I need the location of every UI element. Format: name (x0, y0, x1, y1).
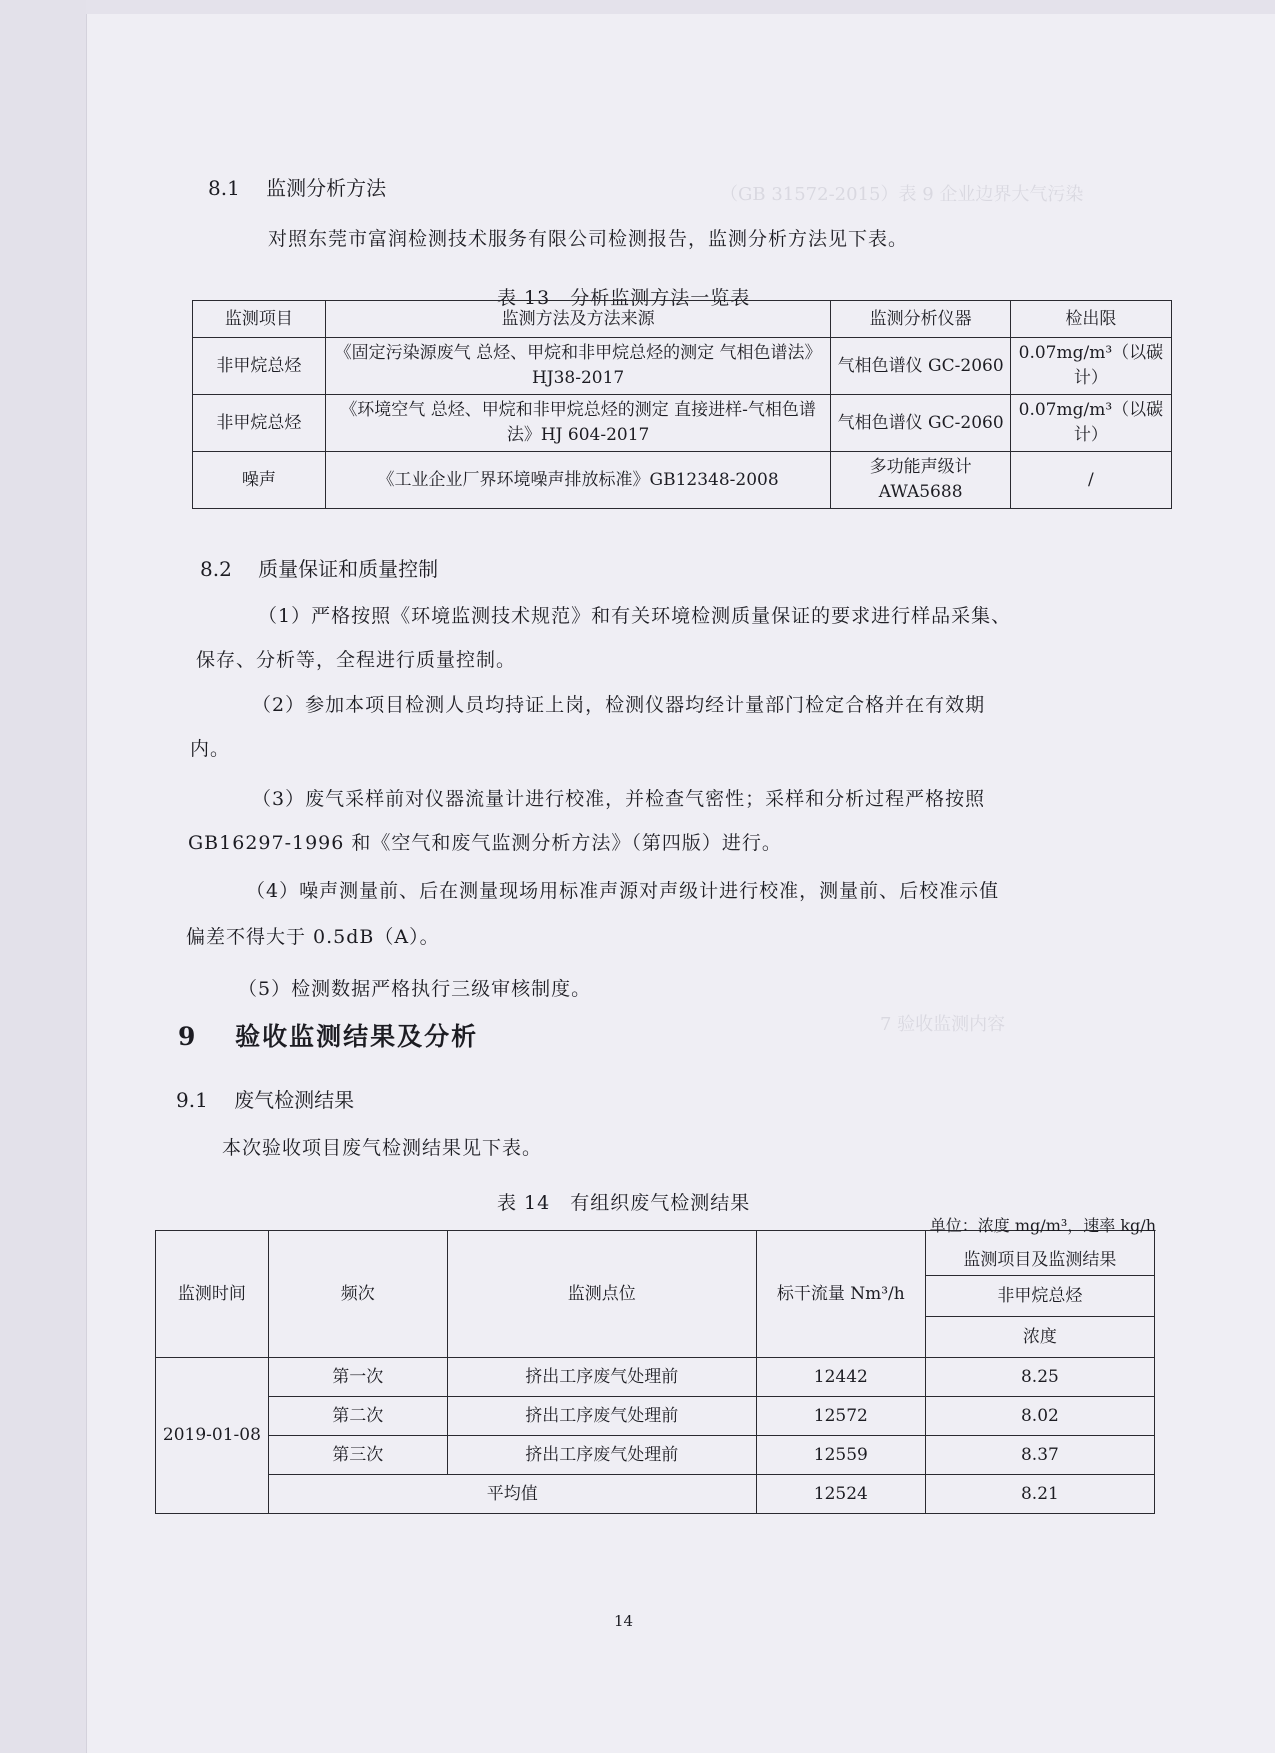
cell-item: 非甲烷总烃 (193, 338, 326, 395)
top-edge (86, 0, 1275, 14)
cell-flow: 12524 (756, 1475, 925, 1514)
section-number: 9.1 (176, 1088, 208, 1112)
cell-point: 挤出工序废气处理前 (447, 1358, 756, 1397)
page-number: 14 (614, 1612, 634, 1630)
table-13-caption: 表 13 分析监测方法一览表 (497, 287, 751, 309)
qc-line: GB16297-1996 和《空气和废气监测分析方法》（第四版）进行。 (188, 832, 782, 854)
cell-method: 《工业企业厂界环境噪声排放标准》GB12348-2008 (325, 452, 831, 509)
cell-flow: 12442 (756, 1358, 925, 1397)
table-row (156, 1436, 1155, 1475)
table-row (193, 395, 1172, 452)
section-9-1-heading (176, 1084, 354, 1113)
table-row (193, 338, 1172, 395)
qc-line: 保存、分析等，全程进行质量控制。 (196, 649, 517, 671)
table-row (156, 1358, 1155, 1397)
section-number: 8.2 (200, 557, 232, 581)
table-13 (192, 300, 1172, 509)
cell-instrument: 多功能声级计 AWA5688 (831, 452, 1010, 509)
table-header-row (193, 301, 1172, 338)
cell-flow: 12559 (756, 1436, 925, 1475)
cell-concentration: 8.21 (925, 1475, 1154, 1514)
paragraph-results: 本次验收项目废气检测结果见下表。 (222, 1137, 543, 1159)
cell-method: 《环境空气 总烃、甲烷和非甲烷总烃的测定 直接进样-气相色谱法》HJ 604-2017 (325, 395, 831, 452)
table-14-caption: 表 14 有组织废气检测结果 (497, 1192, 751, 1214)
cell-item: 噪声 (193, 452, 326, 509)
unit-note: 单位：浓度 mg/m³，速率 kg/h (929, 1216, 1156, 1235)
qc-line: （1）严格按照《环境监测技术规范》和有关环境检测质量保证的要求进行样品采集、 (258, 605, 1012, 627)
header-concentration: 浓度 (925, 1317, 1154, 1358)
cell-concentration: 8.37 (925, 1436, 1154, 1475)
section-title: 监测分析方法 (266, 176, 387, 200)
cell-item: 非甲烷总烃 (193, 395, 326, 452)
header-result-group (925, 1216, 1156, 1276)
page-edge (0, 0, 87, 1753)
section-number: 8.1 (208, 176, 240, 200)
paragraph-intro: 对照东莞市富润检测技术服务有限公司检测报告，监测分析方法见下表。 (268, 228, 909, 250)
header-time: 监测时间 (156, 1231, 269, 1358)
chapter-number: 9 (178, 1022, 198, 1051)
header-cell: 监测分析仪器 (831, 301, 1010, 338)
cell-frequency: 第一次 (268, 1358, 447, 1397)
header-item: 非甲烷总烃 (925, 1276, 1154, 1317)
cell-point: 挤出工序废气处理前 (447, 1397, 756, 1436)
qc-line: 内。 (190, 738, 231, 760)
table-row (193, 452, 1172, 509)
bleed-through: 7 验收监测内容 (880, 1014, 1006, 1035)
qc-line: （3）废气采样前对仪器流量计进行校准，并检查气密性；采样和分析过程严格按照 (252, 788, 986, 810)
bleed-through: （GB 31572-2015）表 9 企业边界大气污染 (720, 184, 1084, 205)
section-8-2-heading (200, 553, 438, 582)
cell-concentration: 8.02 (925, 1397, 1154, 1436)
cell-instrument: 气相色谱仪 GC-2060 (831, 395, 1010, 452)
table-row-average (156, 1475, 1155, 1514)
header-result: 监测项目及监测结果 (963, 1250, 1117, 1270)
cell-method: 《固定污染源废气 总烃、甲烷和非甲烷总烃的测定 气相色谱法》 HJ38-2017 (325, 338, 831, 395)
qc-line: （4）噪声测量前、后在测量现场用标准声源对声级计进行校准，测量前、后校准示值 (246, 880, 1000, 902)
cell-limit: 0.07mg/m³（以碳计） (1010, 395, 1171, 452)
table-header-row (156, 1231, 1155, 1276)
header-cell: 监测项目 (193, 301, 326, 338)
cell-limit: / (1010, 452, 1171, 509)
chapter-9-heading (178, 1017, 478, 1053)
table-row (156, 1397, 1155, 1436)
header-cell: 检出限 (1010, 301, 1171, 338)
qc-line: 偏差不得大于 0.5dB（A）。 (186, 926, 440, 948)
cell-average-label: 平均值 (268, 1475, 756, 1514)
cell-concentration: 8.25 (925, 1358, 1154, 1397)
section-title: 质量保证和质量控制 (258, 557, 439, 581)
header-point: 监测点位 (447, 1231, 756, 1358)
cell-flow: 12572 (756, 1397, 925, 1436)
header-cell: 监测方法及方法来源 (325, 301, 831, 338)
section-title: 废气检测结果 (234, 1088, 355, 1112)
header-frequency: 频次 (268, 1231, 447, 1358)
cell-date: 2019-01-08 (156, 1358, 269, 1514)
header-flow: 标干流量 Nm³/h (756, 1231, 925, 1358)
cell-frequency: 第三次 (268, 1436, 447, 1475)
qc-line: （2）参加本项目检测人员均持证上岗，检测仪器均经计量部门检定合格并在有效期 (252, 694, 986, 716)
chapter-title: 验收监测结果及分析 (235, 1022, 479, 1051)
qc-line: （5）检测数据严格执行三级审核制度。 (238, 978, 592, 1000)
cell-point: 挤出工序废气处理前 (447, 1436, 756, 1475)
section-8-1-heading (208, 172, 386, 201)
table-14 (155, 1216, 1156, 1514)
cell-limit: 0.07mg/m³（以碳计） (1010, 338, 1171, 395)
cell-instrument: 气相色谱仪 GC-2060 (831, 338, 1010, 395)
cell-frequency: 第二次 (268, 1397, 447, 1436)
